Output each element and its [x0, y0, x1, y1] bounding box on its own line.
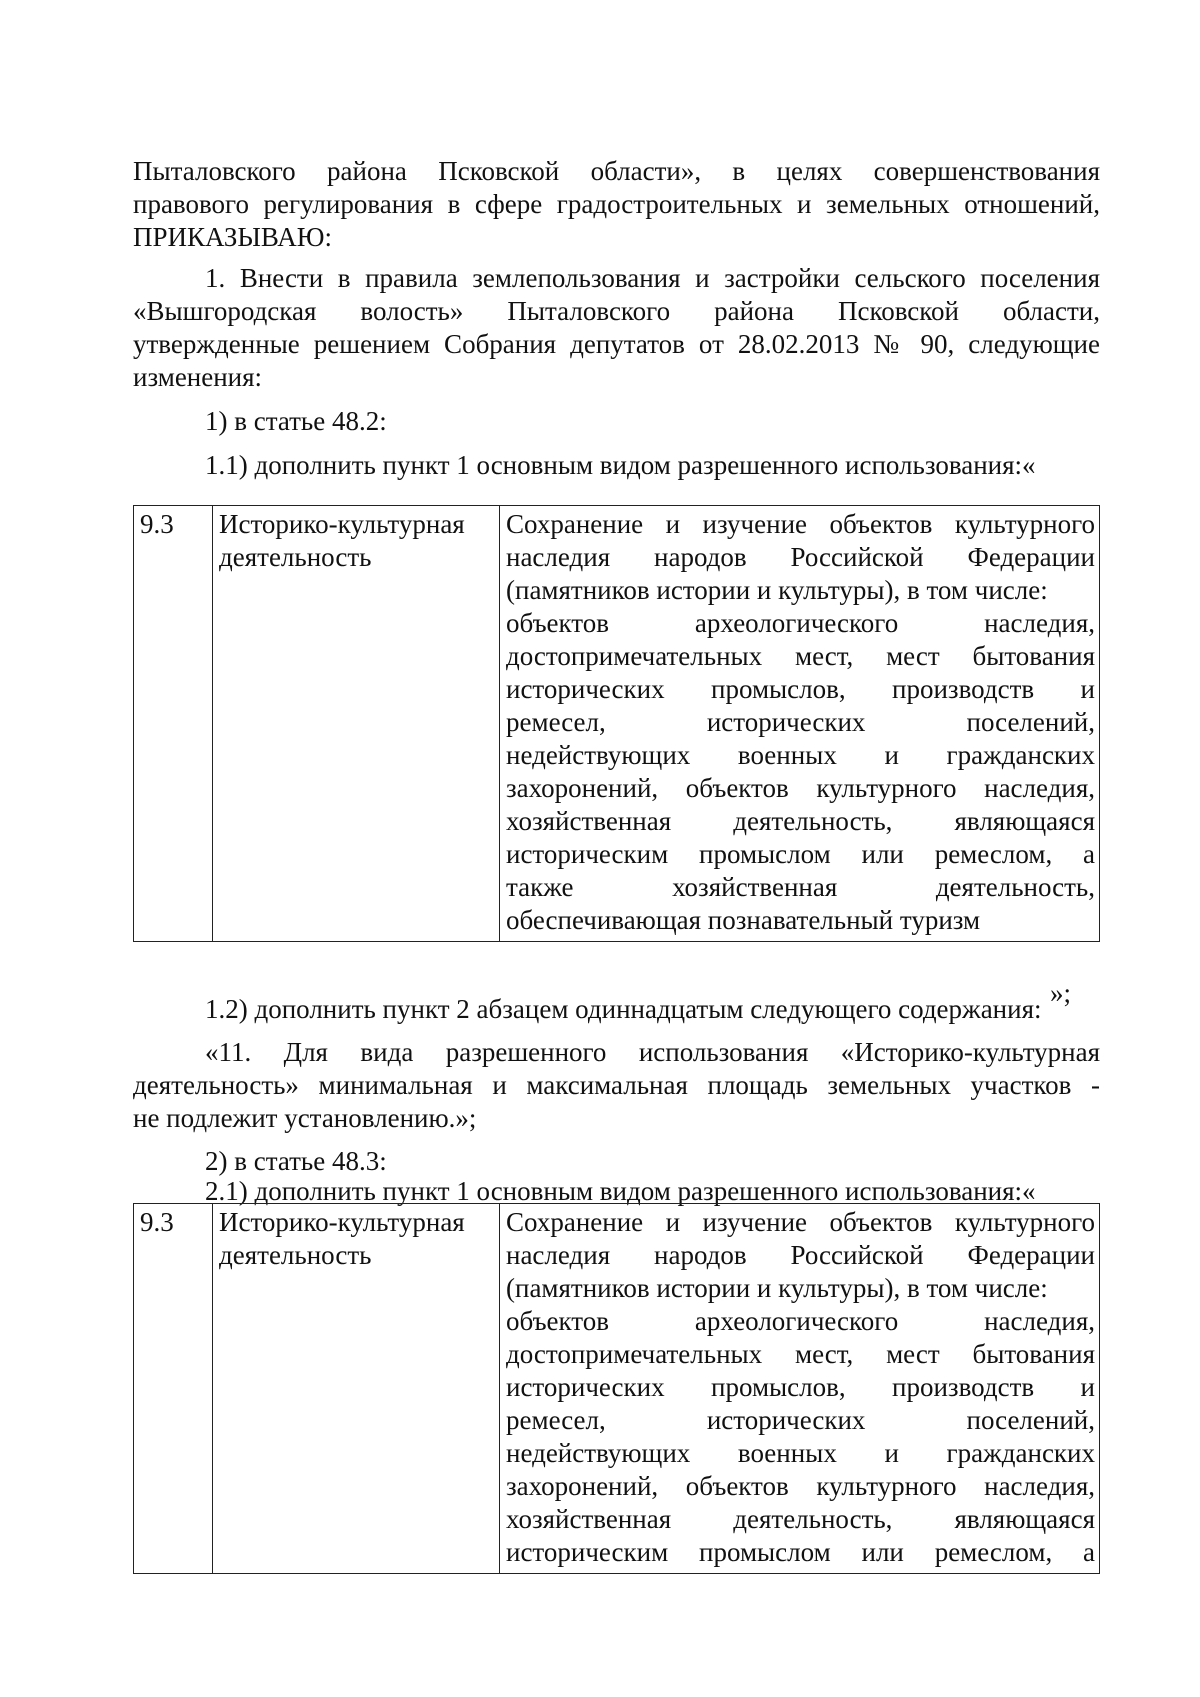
subitem-2-1: 2.1) дополнить пункт 1 основным видом разрешенного использования:«: [205, 1176, 1036, 1206]
name-cell: Историко-культурная деятельность: [213, 506, 500, 942]
description-line: наследия народов Российской Федерации: [506, 1240, 1095, 1270]
description-line: достопримечательных мест, мест бытования: [506, 641, 1095, 671]
closing-quote: »;: [1050, 978, 1072, 1008]
intro-line-1: Пыталовского района Псковской области», в целях совершенствования: [133, 156, 1100, 186]
intro-line-2: правового регулирования в сфере градостроительных и земельных отношений,: [133, 189, 1100, 219]
item1-line-2: «Вышгородская волость» Пыталовского района Псковской области,: [133, 296, 1100, 326]
description-line: Сохранение и изучение объектов культурного: [506, 1207, 1095, 1237]
description-line: (памятников истории и культуры), в том числе:: [506, 1273, 1048, 1303]
description-line: ремесел, исторических поселений,: [506, 707, 1095, 737]
subitem-2: 2) в статье 48.3:: [205, 1146, 387, 1176]
description-line: историческим промыслом или ремеслом, а: [506, 1537, 1095, 1567]
subitem-1-1: 1.1) дополнить пункт 1 основным видом разрешенного использования:«: [205, 450, 1036, 480]
item1-line-4: изменения:: [133, 362, 263, 392]
subitem-1-2: 1.2) дополнить пункт 2 абзацем одиннадцатым следующего содержания:: [205, 994, 1042, 1024]
para11-line-1: «11. Для вида разрешенного использования «Историко-культурная: [205, 1037, 1100, 1067]
description-line: захоронений, объектов культурного наследия,: [506, 773, 1095, 803]
description-line: исторических промыслов, производств и: [506, 1372, 1095, 1402]
land-use-table-2: [133, 1203, 1100, 1574]
para11-line-3: не подлежит установлению.»;: [133, 1103, 477, 1133]
table-row: [134, 506, 1100, 942]
description-line: достопримечательных мест, мест бытования: [506, 1339, 1095, 1369]
description-line: недействующих военных и гражданских: [506, 1438, 1095, 1468]
table-row: [134, 1204, 1100, 1574]
para11-line-2: деятельность» минимальная и максимальная площадь земельных участков -: [133, 1070, 1100, 1100]
item1-line-3: утвержденные решением Собрания депутатов от 28.02.2013 № 90, следующие: [133, 329, 1100, 359]
code-cell: 9.3: [134, 1204, 213, 1574]
description-line: хозяйственная деятельность, являющаяся: [506, 1504, 1095, 1534]
description-line: также хозяйственная деятельность,: [506, 872, 1095, 902]
item1-line-1: 1. Внести в правила землепользования и застройки сельского поселения: [205, 263, 1100, 293]
description-line: исторических промыслов, производств и: [506, 674, 1095, 704]
subitem-1: 1) в статье 48.2:: [205, 406, 387, 436]
code-cell: 9.3: [134, 506, 213, 942]
description-line: обеспечивающая познавательный туризм: [506, 905, 981, 935]
order-word: ПРИКАЗЫВАЮ:: [133, 222, 332, 252]
description-line: недействующих военных и гражданских: [506, 740, 1095, 770]
description-line: наследия народов Российской Федерации: [506, 542, 1095, 572]
name-cell: Историко-культурная деятельность: [213, 1204, 500, 1574]
description-line: историческим промыслом или ремеслом, а: [506, 839, 1095, 869]
description-line: захоронений, объектов культурного наследия,: [506, 1471, 1095, 1501]
description-cell: [500, 1204, 1100, 1574]
description-line: (памятников истории и культуры), в том числе:: [506, 575, 1048, 605]
description-line: хозяйственная деятельность, являющаяся: [506, 806, 1095, 836]
land-use-table-1: [133, 505, 1100, 942]
description-line: ремесел, исторических поселений,: [506, 1405, 1095, 1435]
description-line: объектов археологического наследия,: [506, 1306, 1095, 1336]
description-cell: [500, 506, 1100, 942]
description-line: объектов археологического наследия,: [506, 608, 1095, 638]
description-line: Сохранение и изучение объектов культурного: [506, 509, 1095, 539]
